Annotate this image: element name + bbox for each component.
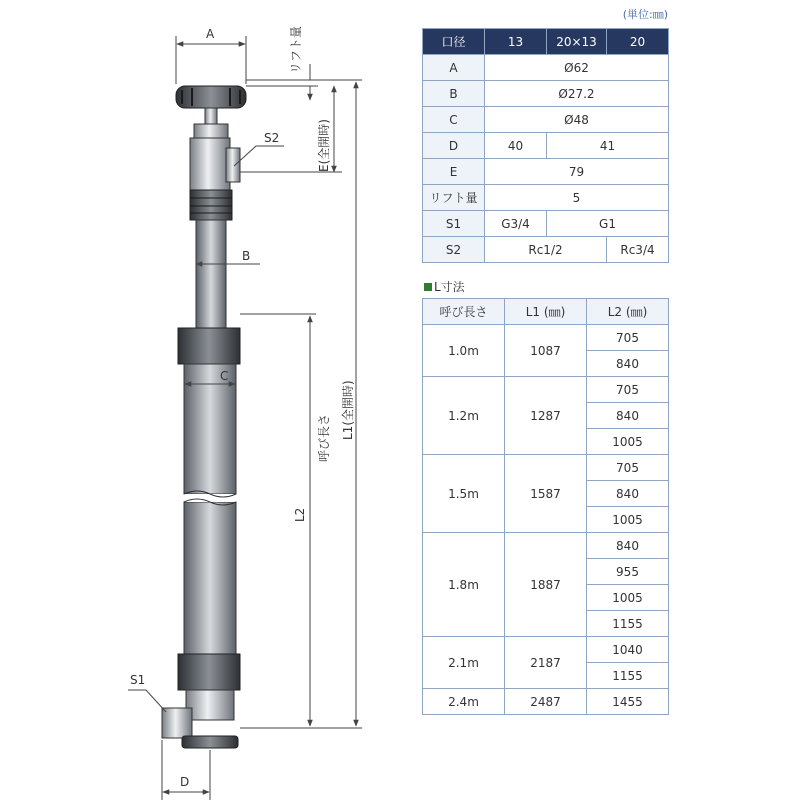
l-dimension-table [422,298,669,715]
l-header-row [423,299,669,325]
bottom-fitting [162,654,240,748]
l2-value: 955 [587,559,669,585]
l2-value: 705 [587,325,669,351]
spec-value: Rc3/4 [607,237,669,263]
table-row [423,533,669,559]
spec-value: Ø48 [485,107,669,133]
spec-row-label: S2 [423,237,485,263]
l2-value: 840 [587,351,669,377]
spec-row-label: B [423,81,485,107]
l1-value: 2187 [505,637,587,689]
bullet-square-icon [424,283,432,291]
spec-row [423,185,669,211]
label-S2: S2 [264,131,280,145]
label-L1: L1(全開時) [341,380,355,440]
label-A: A [206,27,215,41]
nominal-length: 1.5m [423,455,505,533]
l2-value: 1005 [587,507,669,533]
label-C: C [220,369,229,383]
leader-S2 [234,146,284,166]
label-E: E(全開時) [317,119,331,172]
spec-header-cell: 20 [607,29,669,55]
spec-row-label: S1 [423,211,485,237]
outer-pipe [184,364,236,654]
upper-sleeve [178,328,240,364]
nominal-length: 2.4m [423,689,505,715]
spec-row-label: E [423,159,485,185]
leader-S1 [128,690,166,712]
l-header-cell: L1 (㎜) [505,299,587,325]
l1-value: 1587 [505,455,587,533]
l1-value: 2487 [505,689,587,715]
spec-value: 41 [547,133,669,159]
spec-value: 5 [485,185,669,211]
spec-value: G1 [547,211,669,237]
label-S1: S1 [130,673,146,687]
l2-value: 1005 [587,429,669,455]
table-row [423,689,669,715]
spec-value: Rc1/2 [485,237,607,263]
dimension-A [176,36,246,84]
inner-rod [196,220,226,330]
spec-row [423,107,669,133]
spec-header-cell: 13 [485,29,547,55]
spec-row [423,55,669,81]
dimension-D [162,740,210,800]
spec-row [423,81,669,107]
l-table-title [424,278,465,295]
label-B: B [242,249,251,263]
l2-value: 1455 [587,689,669,715]
l2-value: 1155 [587,663,669,689]
l1-value: 1087 [505,325,587,377]
spec-row [423,237,669,263]
l1-value: 1887 [505,533,587,637]
spec-header-row [423,29,669,55]
spec-row-label: C [423,107,485,133]
l-header-cell: L2 (㎜) [587,299,669,325]
l2-value: 1005 [587,585,669,611]
spec-value: 79 [485,159,669,185]
spec-header-cell: 20×13 [547,29,607,55]
spec-header-cell: 口径 [423,29,485,55]
l-table-title-text: L寸法 [434,280,465,294]
table-row [423,455,669,481]
spec-table [422,28,669,263]
nominal-length: 2.1m [423,637,505,689]
l2-value: 840 [587,481,669,507]
l2-value: 840 [587,403,669,429]
nominal-length: 1.0m [423,325,505,377]
handle-wheel [176,86,246,124]
valve-body [190,124,240,220]
spec-value: 40 [485,133,547,159]
l1-value: 1287 [505,377,587,455]
l2-value: 1155 [587,611,669,637]
spec-row [423,211,669,237]
spec-row-label: リフト量 [423,185,485,211]
spec-row [423,159,669,185]
l2-value: 840 [587,533,669,559]
table-row [423,637,669,663]
l2-value: 705 [587,455,669,481]
dimension-lift [246,64,318,100]
label-nominal: 呼び長さ [317,413,331,462]
spec-row [423,133,669,159]
unit-note: (単位:㎜) [622,8,668,21]
nominal-length: 1.8m [423,533,505,637]
spec-value: Ø62 [485,55,669,81]
spec-value: G3/4 [485,211,547,237]
table-row [423,325,669,351]
spec-row-label: D [423,133,485,159]
label-D: D [180,775,190,789]
spec-row-label: A [423,55,485,81]
l2-value: 1040 [587,637,669,663]
label-lift: リフト量 [289,25,303,74]
l-header-cell: 呼び長さ [423,299,505,325]
table-row [423,377,669,403]
l2-value: 705 [587,377,669,403]
spec-value: Ø27.2 [485,81,669,107]
nominal-length: 1.2m [423,377,505,455]
label-L2: L2 [293,507,307,522]
